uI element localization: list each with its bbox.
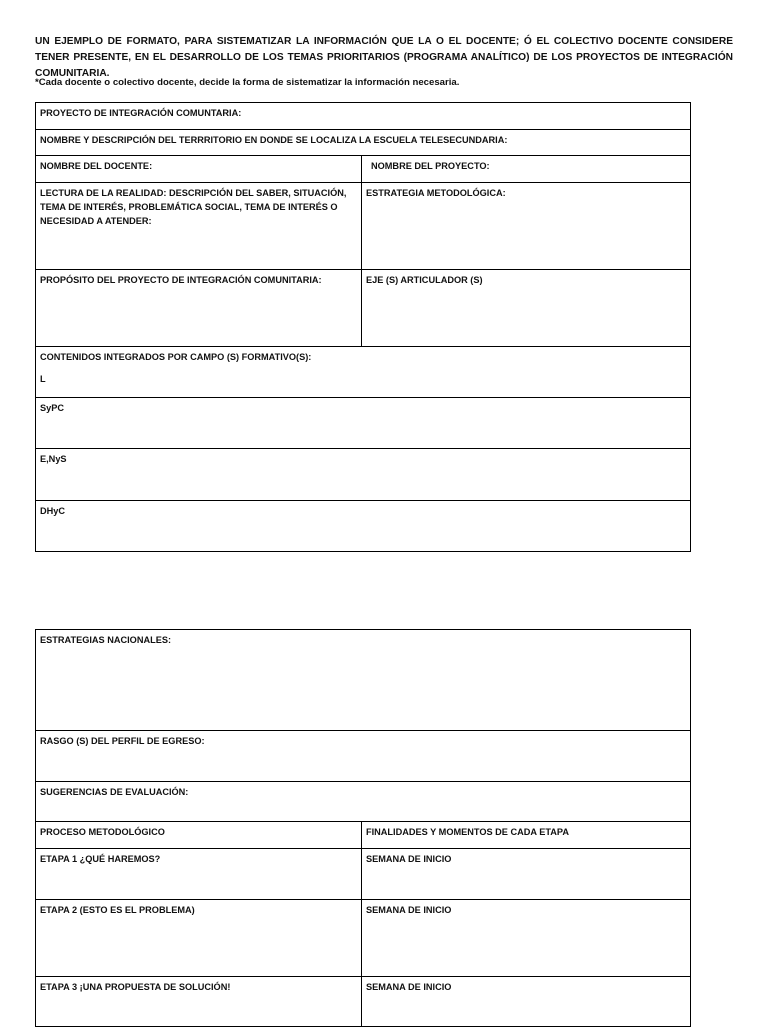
campo-l-label: L <box>40 374 46 384</box>
estrategias-field[interactable] <box>36 630 691 731</box>
proposito-label: PROPÓSITO DEL PROYECTO DE INTEGRACIÓN COMUNITARIA: <box>40 275 322 285</box>
campo-sypc-label: SyPC <box>40 403 65 413</box>
campo-dhyc-field[interactable] <box>36 501 691 552</box>
etapa3-field[interactable] <box>36 977 362 1027</box>
etapa2-field[interactable] <box>36 900 362 977</box>
eje-label: EJE (S) ARTICULADOR (S) <box>366 275 483 285</box>
estrategia-field[interactable] <box>362 183 691 270</box>
sugerencias-field[interactable] <box>36 782 691 822</box>
proceso-label: PROCESO METODOLÓGICO <box>40 827 165 837</box>
proposito-field[interactable] <box>36 270 362 347</box>
note-paragraph: *Cada docente o colectivo docente, decide la forma de sistematizar la información necesaria. <box>35 77 460 88</box>
contenidos-label: CONTENIDOS INTEGRADOS POR CAMPO (S) FORMATIVO(S): <box>40 352 312 362</box>
strategy-form-table <box>35 629 691 1027</box>
nombre-proyecto-label: NOMBRE DEL PROYECTO: <box>371 161 490 171</box>
etapa3-label: ETAPA 3 ¡UNA PROPUESTA DE SOLUCIÓN! <box>40 982 231 992</box>
campo-dhyc-label: DHyC <box>40 506 66 516</box>
etapa1-field[interactable] <box>36 849 362 900</box>
semana-label: SEMANA DE INICIO <box>366 905 452 915</box>
etapa1-semana-field[interactable] <box>362 849 691 900</box>
lectura-field[interactable] <box>36 183 362 270</box>
semana-label: SEMANA DE INICIO <box>366 854 452 864</box>
intro-paragraph: UN EJEMPLO DE FORMATO, PARA SISTEMATIZAR LA INFORMACIÓN QUE LA O EL DOCENTE; Ó EL COLECTIVO DOCENTE CONSIDERE TENER PRESENTE, EN EL DESARROLLO DE LOS TEMAS PRIORITARIOS (PROGRAMA ANALÍTICO) DE LOS PROYECTOS DE INTEGRACIÓN COMUNITARIA. <box>35 36 733 79</box>
docente-field[interactable] <box>36 156 362 183</box>
etapa1-label: ETAPA 1 ¿QUÉ HAREMOS? <box>40 854 161 864</box>
eje-field[interactable] <box>362 270 691 347</box>
estrategia-label: ESTRATEGIA METODOLÓGICA: <box>366 188 506 198</box>
estrategias-label: ESTRATEGIAS NACIONALES: <box>40 635 172 645</box>
territorio-label: NOMBRE Y DESCRIPCIÓN DEL TERRRITORIO EN DONDE SE LOCALIZA LA ESCUELA TELESECUNDARIA: <box>40 135 508 145</box>
semana-label: SEMANA DE INICIO <box>366 982 452 992</box>
finalidades-header <box>362 822 691 849</box>
project-form-table <box>35 102 691 552</box>
campo-enys-label: E,NyS <box>40 454 67 464</box>
proyecto-field[interactable] <box>36 103 691 130</box>
campo-enys-field[interactable] <box>36 449 691 501</box>
territorio-field[interactable] <box>36 130 691 156</box>
rasgos-label: RASGO (S) DEL PERFIL DE EGRESO: <box>40 736 205 746</box>
finalidades-label: FINALIDADES Y MOMENTOS DE CADA ETAPA <box>366 827 569 837</box>
campo-sypc-field[interactable] <box>36 398 691 449</box>
etapa2-label: ETAPA 2 (ESTO ES EL PROBLEMA) <box>40 905 195 915</box>
proceso-header <box>36 822 362 849</box>
contenidos-field[interactable] <box>36 347 691 398</box>
etapa3-semana-field[interactable] <box>362 977 691 1027</box>
nombre-proyecto-field[interactable] <box>362 156 691 183</box>
etapa2-semana-field[interactable] <box>362 900 691 977</box>
docente-label: NOMBRE DEL DOCENTE: <box>40 161 153 171</box>
lectura-label: LECTURA DE LA REALIDAD: DESCRIPCIÓN DEL SABER, SITUACIÓN, TEMA DE INTERÉS, PROBLEMÁTICA SOCIAL, TEMA DE INTERÉS O NECESIDAD A ATENDER: <box>40 188 347 226</box>
sugerencias-label: SUGERENCIAS DE EVALUACIÓN: <box>40 787 189 797</box>
proyecto-label: PROYECTO DE INTEGRACIÓN COMUNTARIA: <box>40 108 242 118</box>
rasgos-field[interactable] <box>36 731 691 782</box>
